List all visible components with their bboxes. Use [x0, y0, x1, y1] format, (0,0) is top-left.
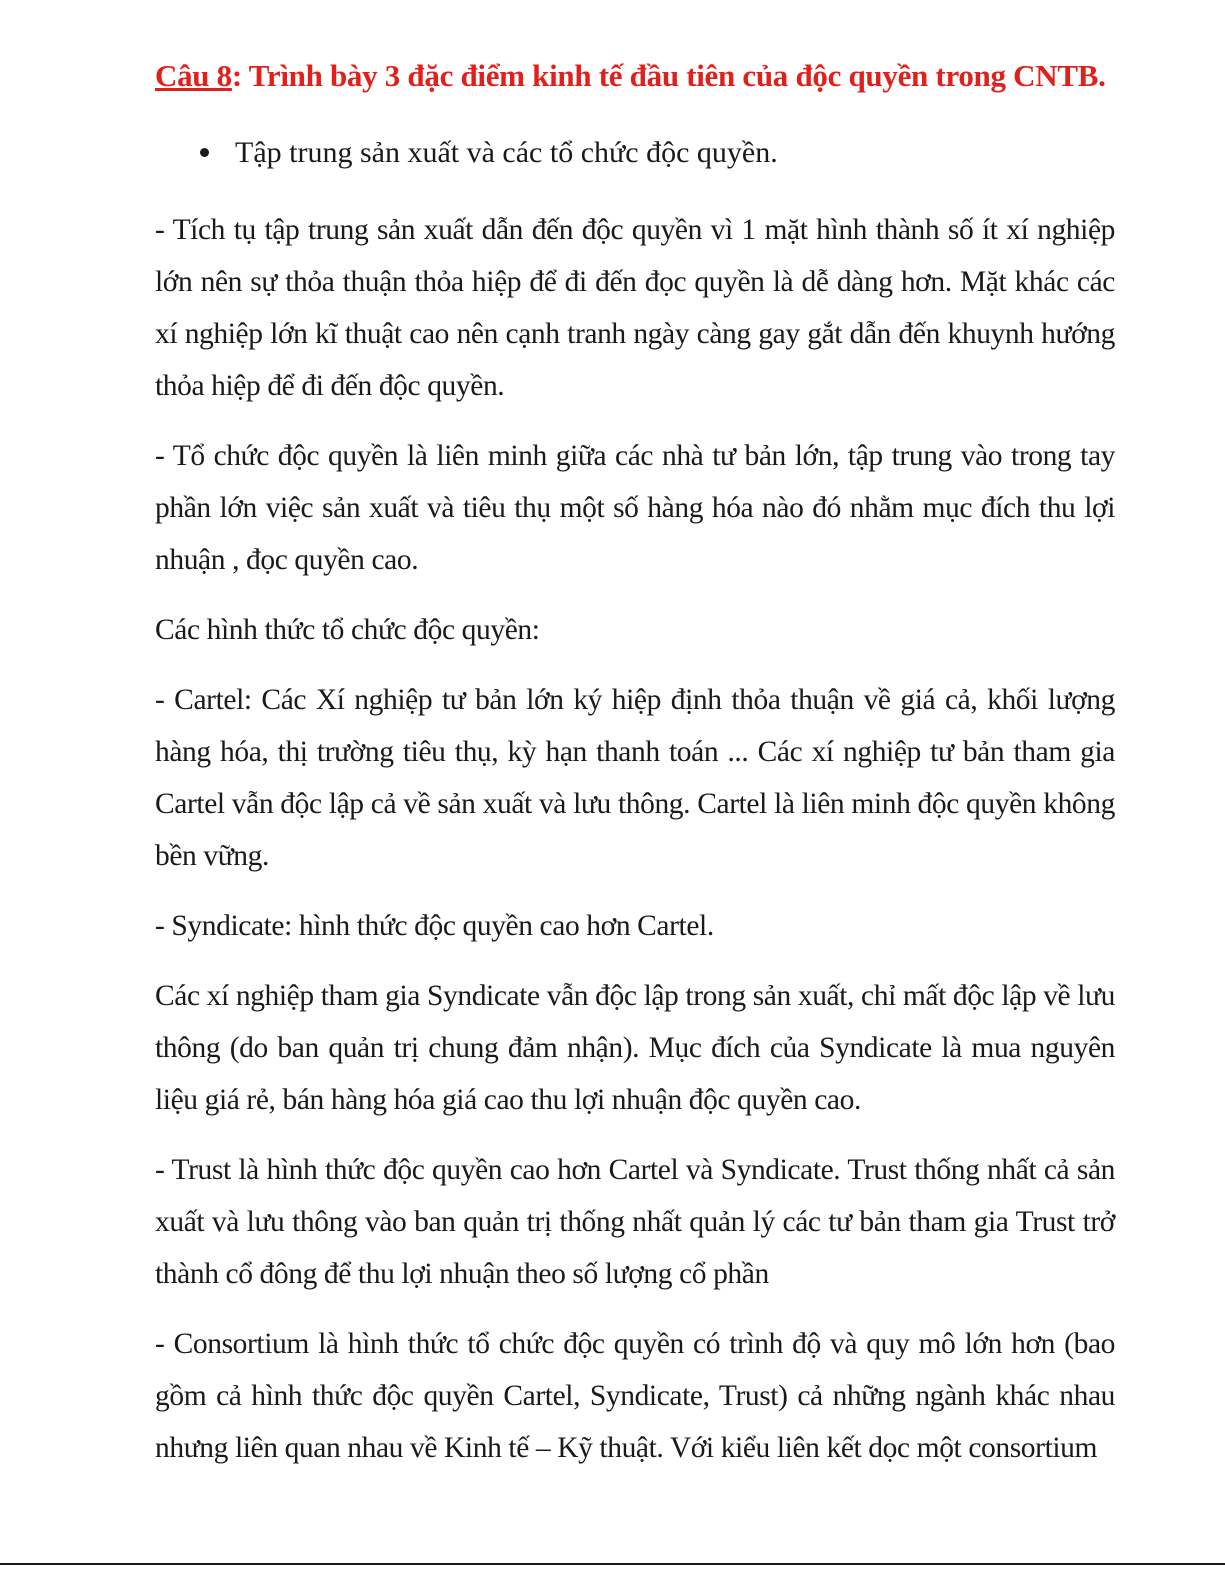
page-bottom-divider [0, 1563, 1225, 1565]
paragraph: - Consortium là hình thức tổ chức độc quyền có trình độ và quy mô lớn hơn (bao gồm cả hình thức độc quyền Cartel, Syndicate, Trust) cả những ngành khác nhau nhưng liên quan nhau về Kinh tế – Kỹ thuật. Với kiểu liên kết dọc một consortium [155, 1328, 1115, 1464]
paragraph: Các xí nghiệp tham gia Syndicate vẫn độc lập trong sản xuất, chỉ mất độc lập về lưu thông (do ban quản trị chung đảm nhận). Mục đích của Syndicate là mua nguyên liệu giá rẻ, bán hàng hóa giá cao thu lợi nhuận độc quyền cao. [155, 980, 1115, 1116]
bullet-dot-icon [200, 148, 209, 157]
question-heading [155, 58, 1155, 94]
question-label: Câu 8 [155, 58, 232, 93]
paragraph: - Tổ chức độc quyền là liên minh giữa các nhà tư bản lớn, tập trung vào trong tay phần lớn việc sản xuất và tiêu thụ một số hàng hóa nào đó nhằm mục đích thu lợi nhuận , đọc quyền cao. [155, 440, 1115, 576]
bullet-item [200, 136, 778, 170]
document-body [155, 204, 1115, 1492]
paragraph: Các hình thức tổ chức độc quyền: [155, 614, 540, 646]
paragraph: - Trust là hình thức độc quyền cao hơn Cartel và Syndicate. Trust thống nhất cả sản xuất và lưu thông vào ban quản trị thống nhất quản lý các tư bản tham gia Trust trở thành cổ đông để thu lợi nhuận theo số lượng cổ phần [155, 1154, 1115, 1290]
paragraph: - Cartel: Các Xí nghiệp tư bản lớn ký hiệp định thỏa thuận về giá cả, khối lượng hàng hóa, thị trường tiêu thụ, kỳ hạn thanh toán ... Các xí nghiệp tư bản tham gia Cartel vẫn độc lập cả về sản xuất và lưu thông. Cartel là liên minh độc quyền không bền vững. [155, 684, 1115, 872]
bullet-text: Tập trung sản xuất và các tổ chức độc quyền. [235, 136, 778, 169]
question-text: : Trình bày 3 đặc điểm kinh tế đầu tiên của độc quyền trong CNTB. [231, 58, 1106, 93]
paragraph: - Tích tụ tập trung sản xuất dẫn đến độc quyền vì 1 mặt hình thành số ít xí nghiệp lớn nên sự thỏa thuận thỏa hiệp để đi đến đọc quyền là dễ dàng hơn. Mặt khác các xí nghiệp lớn kĩ thuật cao nên cạnh tranh ngày càng gay gắt dẫn đến khuynh hướng thỏa hiệp để đi đến độc quyền. [155, 214, 1115, 402]
paragraph: - Syndicate: hình thức độc quyền cao hơn Cartel. [155, 910, 714, 942]
